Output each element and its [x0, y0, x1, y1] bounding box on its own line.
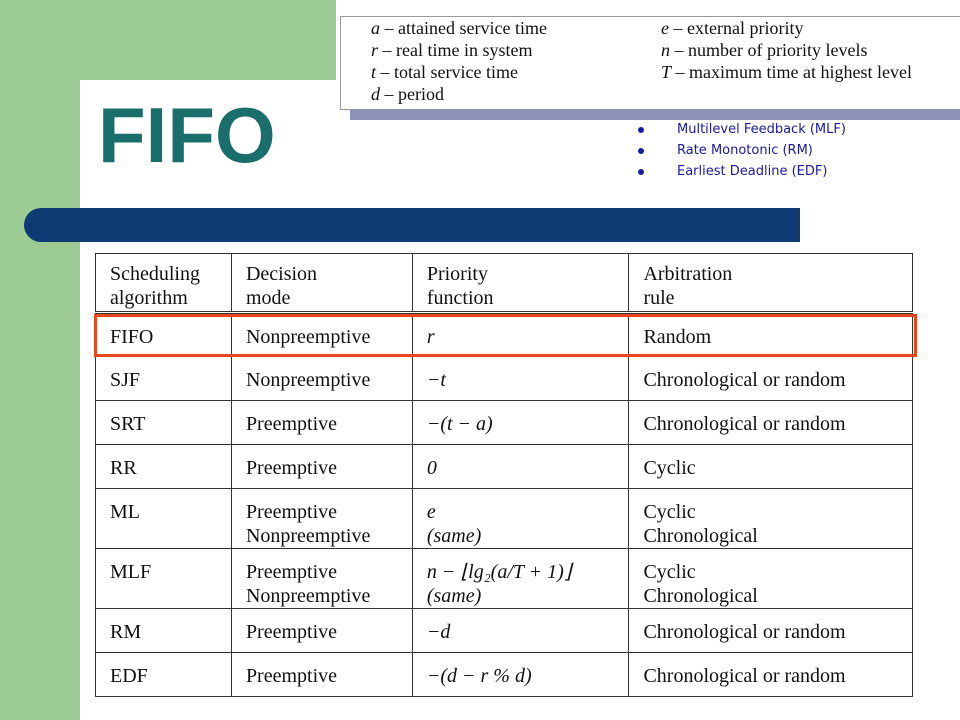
table-row [96, 609, 913, 653]
bullet-dot-icon [638, 148, 644, 154]
priority-function-cell: n − ⌊lg₂(a/T + 1)⌋ (same) [412, 549, 629, 609]
algorithm-cell: EDF [96, 653, 232, 697]
table-row [96, 357, 913, 401]
priority-function-cell: −d [412, 609, 629, 653]
arbitration-rule-cell: Chronological or random [629, 357, 913, 401]
column-header: Priority function [412, 254, 629, 313]
decision-mode-cell: Preemptive [231, 609, 412, 653]
arbitration-rule-cell: Cyclic Chronological [629, 489, 913, 549]
algorithm-cell: SJF [96, 357, 232, 401]
arbitration-rule-cell: Chronological or random [629, 401, 913, 445]
arbitration-rule-cell: Cyclic [629, 445, 913, 489]
priority-function-cell: −(t − a) [412, 401, 629, 445]
decision-mode-cell: Nonpreemptive [231, 313, 412, 357]
arbitration-rule-cell: Chronological or random [629, 653, 913, 697]
algorithm-cell: ML [96, 489, 232, 549]
legend-entry: n – number of priority levels [661, 40, 868, 60]
algorithm-bullet-list [638, 98, 846, 182]
priority-function-cell: r [412, 313, 629, 357]
table-row [96, 549, 913, 609]
table-row [96, 445, 913, 489]
algorithm-cell: SRT [96, 401, 232, 445]
legend-entry: T – maximum time at highest level [661, 62, 912, 82]
algorithm-cell: RR [96, 445, 232, 489]
table-row [96, 489, 913, 549]
column-header: Arbitration rule [629, 254, 913, 313]
decision-mode-cell: Preemptive [231, 445, 412, 489]
priority-function-cell: −t [412, 357, 629, 401]
slide-title: FIFO [98, 91, 276, 179]
arbitration-rule-cell: Chronological or random [629, 609, 913, 653]
legend-entry: a – attained service time [371, 18, 547, 38]
bullet-item: Rate Monotonic (RM) [638, 140, 846, 161]
decision-mode-cell: Preemptive Nonpreemptive [231, 489, 412, 549]
column-header: Scheduling algorithm [96, 254, 232, 313]
priority-function-cell: 0 [412, 445, 629, 489]
column-header: Decision mode [231, 254, 412, 313]
algorithm-cell: FIFO [96, 313, 232, 357]
table-row [96, 653, 913, 697]
bullet-dot-icon [638, 127, 644, 133]
highlighted-row-outline [94, 314, 917, 357]
algorithm-cell: RM [96, 609, 232, 653]
decision-mode-cell: Preemptive Nonpreemptive [231, 549, 412, 609]
bullet-dot-icon [638, 169, 644, 175]
legend-entry: d – period [371, 84, 444, 104]
priority-function-cell: −(d − r % d) [412, 653, 629, 697]
algorithm-cell: MLF [96, 549, 232, 609]
table-header-row [96, 254, 913, 313]
title-underline-bar [24, 208, 800, 242]
arbitration-rule-cell: Random [629, 313, 913, 357]
legend-entry: t – total service time [371, 62, 518, 82]
table-row [96, 401, 913, 445]
table-body [96, 313, 913, 697]
background-green-strip [0, 0, 80, 720]
priority-function-cell: e (same) [412, 489, 629, 549]
variable-legend-box [340, 16, 960, 110]
decision-mode-cell: Preemptive [231, 653, 412, 697]
legend-entry: r – real time in system [371, 40, 533, 60]
decision-mode-cell: Nonpreemptive [231, 357, 412, 401]
decision-mode-cell: Preemptive [231, 401, 412, 445]
legend-left-column [371, 17, 547, 105]
legend-right-column [661, 17, 912, 83]
arbitration-rule-cell: Cyclic Chronological [629, 549, 913, 609]
bullet-item: Earliest Deadline (EDF) [638, 161, 846, 182]
bullet-item: Multilevel Feedback (MLF) [638, 119, 846, 140]
legend-entry: e – external priority [661, 18, 804, 38]
